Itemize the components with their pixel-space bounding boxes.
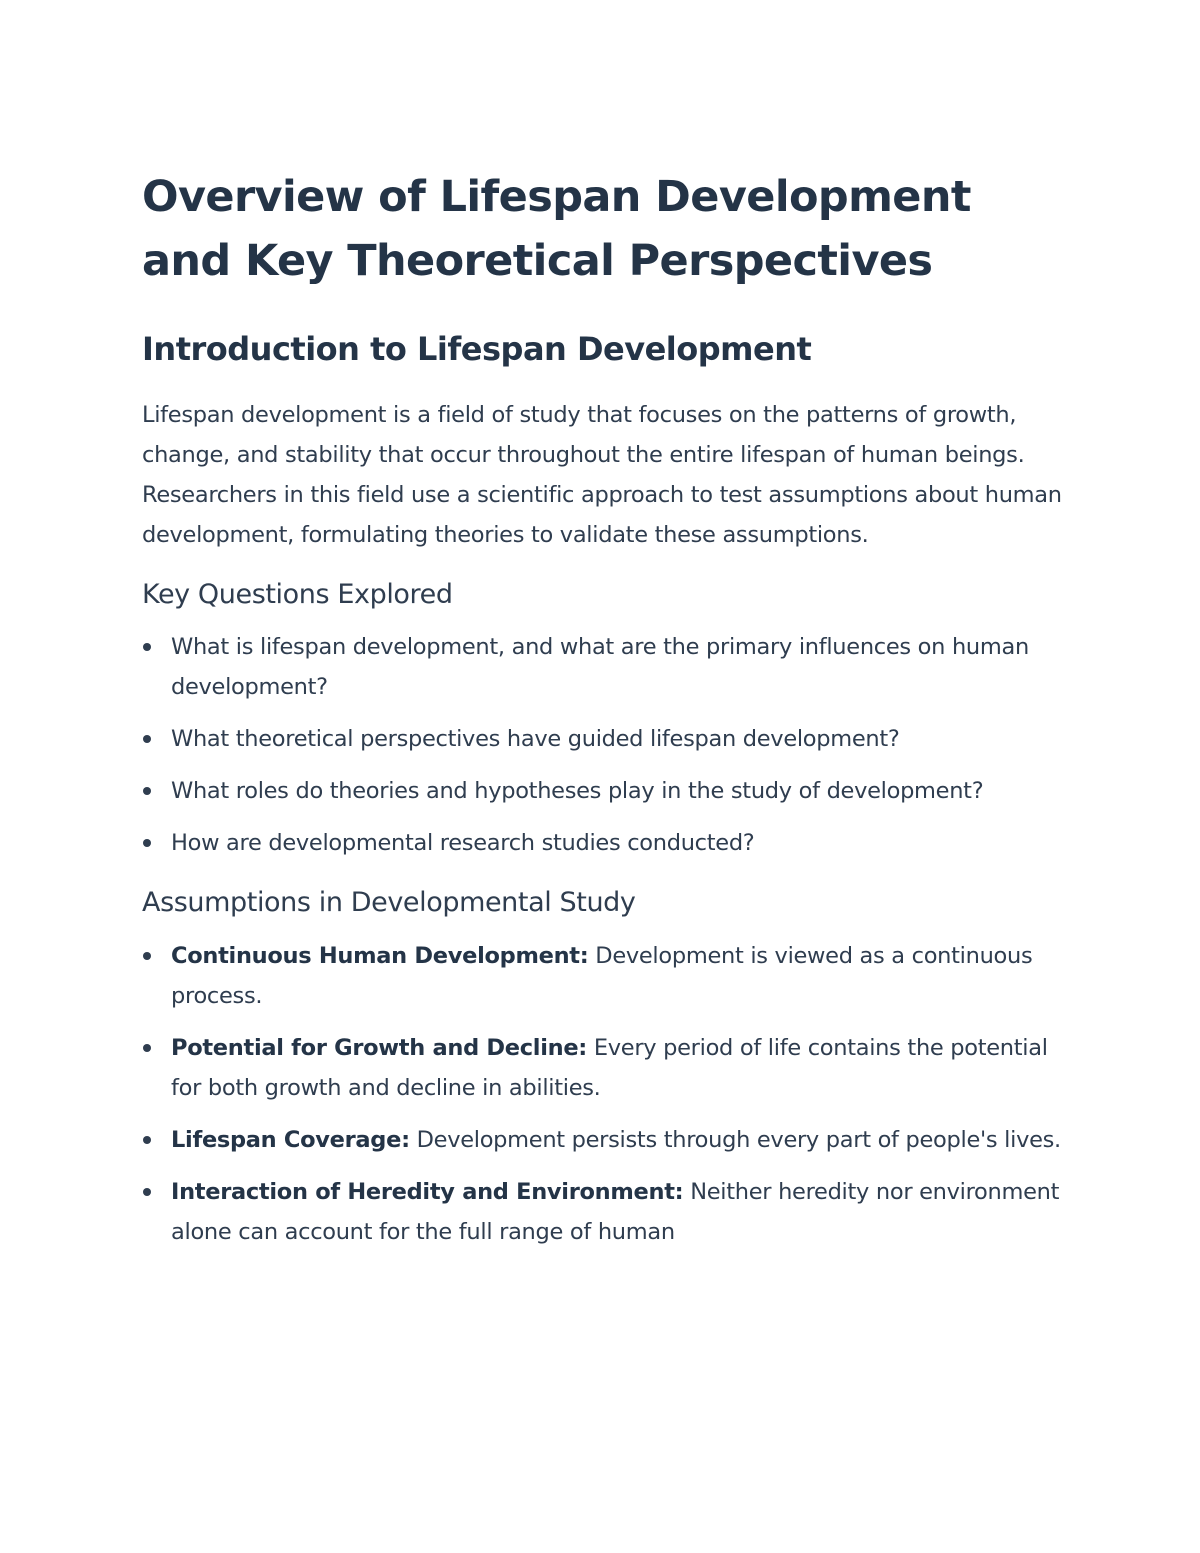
list-item-text: What is lifespan development, and what are the primary influences on human development? (171, 634, 1029, 700)
intro-paragraph: Lifespan development is a field of study that focuses on the patterns of growth, change, and stability that occur throughout the entire lifespan of human beings. Researchers in this field use a scientific approach to test assumptions about human development, formulating theories to validate these assumptions. (142, 402, 1062, 548)
list-item (142, 936, 1062, 1016)
assumption-text: Neither heredity nor environment alone can account for the full range of human (171, 1179, 1060, 1245)
assumptions-heading: Assumptions in Developmental Study (142, 887, 636, 918)
assumption-text: Every period of life contains the potential for both growth and decline in abilities. (171, 1035, 1048, 1101)
assumption-term: Continuous Human Development: (171, 943, 589, 969)
assumption-term: Lifespan Coverage: (171, 1127, 410, 1153)
key-questions-heading: Key Questions Explored (142, 579, 453, 610)
list-item (142, 1028, 1062, 1108)
key-questions-list (142, 627, 1062, 863)
bullet-icon (143, 1044, 151, 1052)
bullet-icon (143, 643, 151, 651)
document-page (142, 165, 1062, 1264)
bullet-icon (143, 735, 151, 743)
bullet-icon (143, 787, 151, 795)
list-item (142, 719, 1062, 759)
assumption-text: Development is viewed as a continuous process. (171, 943, 1033, 1009)
list-item (142, 1120, 1062, 1160)
assumption-term: Interaction of Heredity and Environment: (171, 1179, 684, 1205)
list-item (142, 627, 1062, 707)
list-item-text: How are developmental research studies conducted? (171, 830, 755, 856)
assumptions-list (142, 936, 1062, 1252)
document-title: Overview of Lifespan Development and Key Theoretical Perspectives (142, 172, 971, 286)
bullet-icon (143, 1188, 151, 1196)
bullet-icon (143, 839, 151, 847)
assumption-term: Potential for Growth and Decline: (171, 1035, 587, 1061)
assumption-text: Development persists through every part of people's lives. (409, 1127, 1061, 1153)
section-heading: Introduction to Lifespan Development (142, 330, 812, 368)
list-item (142, 1172, 1062, 1252)
list-item (142, 823, 1062, 863)
bullet-icon (143, 952, 151, 960)
list-item-text: What theoretical perspectives have guided lifespan development? (171, 726, 900, 752)
list-item (142, 771, 1062, 811)
bullet-icon (143, 1136, 151, 1144)
list-item-text: What roles do theories and hypotheses play in the study of development? (171, 778, 984, 804)
